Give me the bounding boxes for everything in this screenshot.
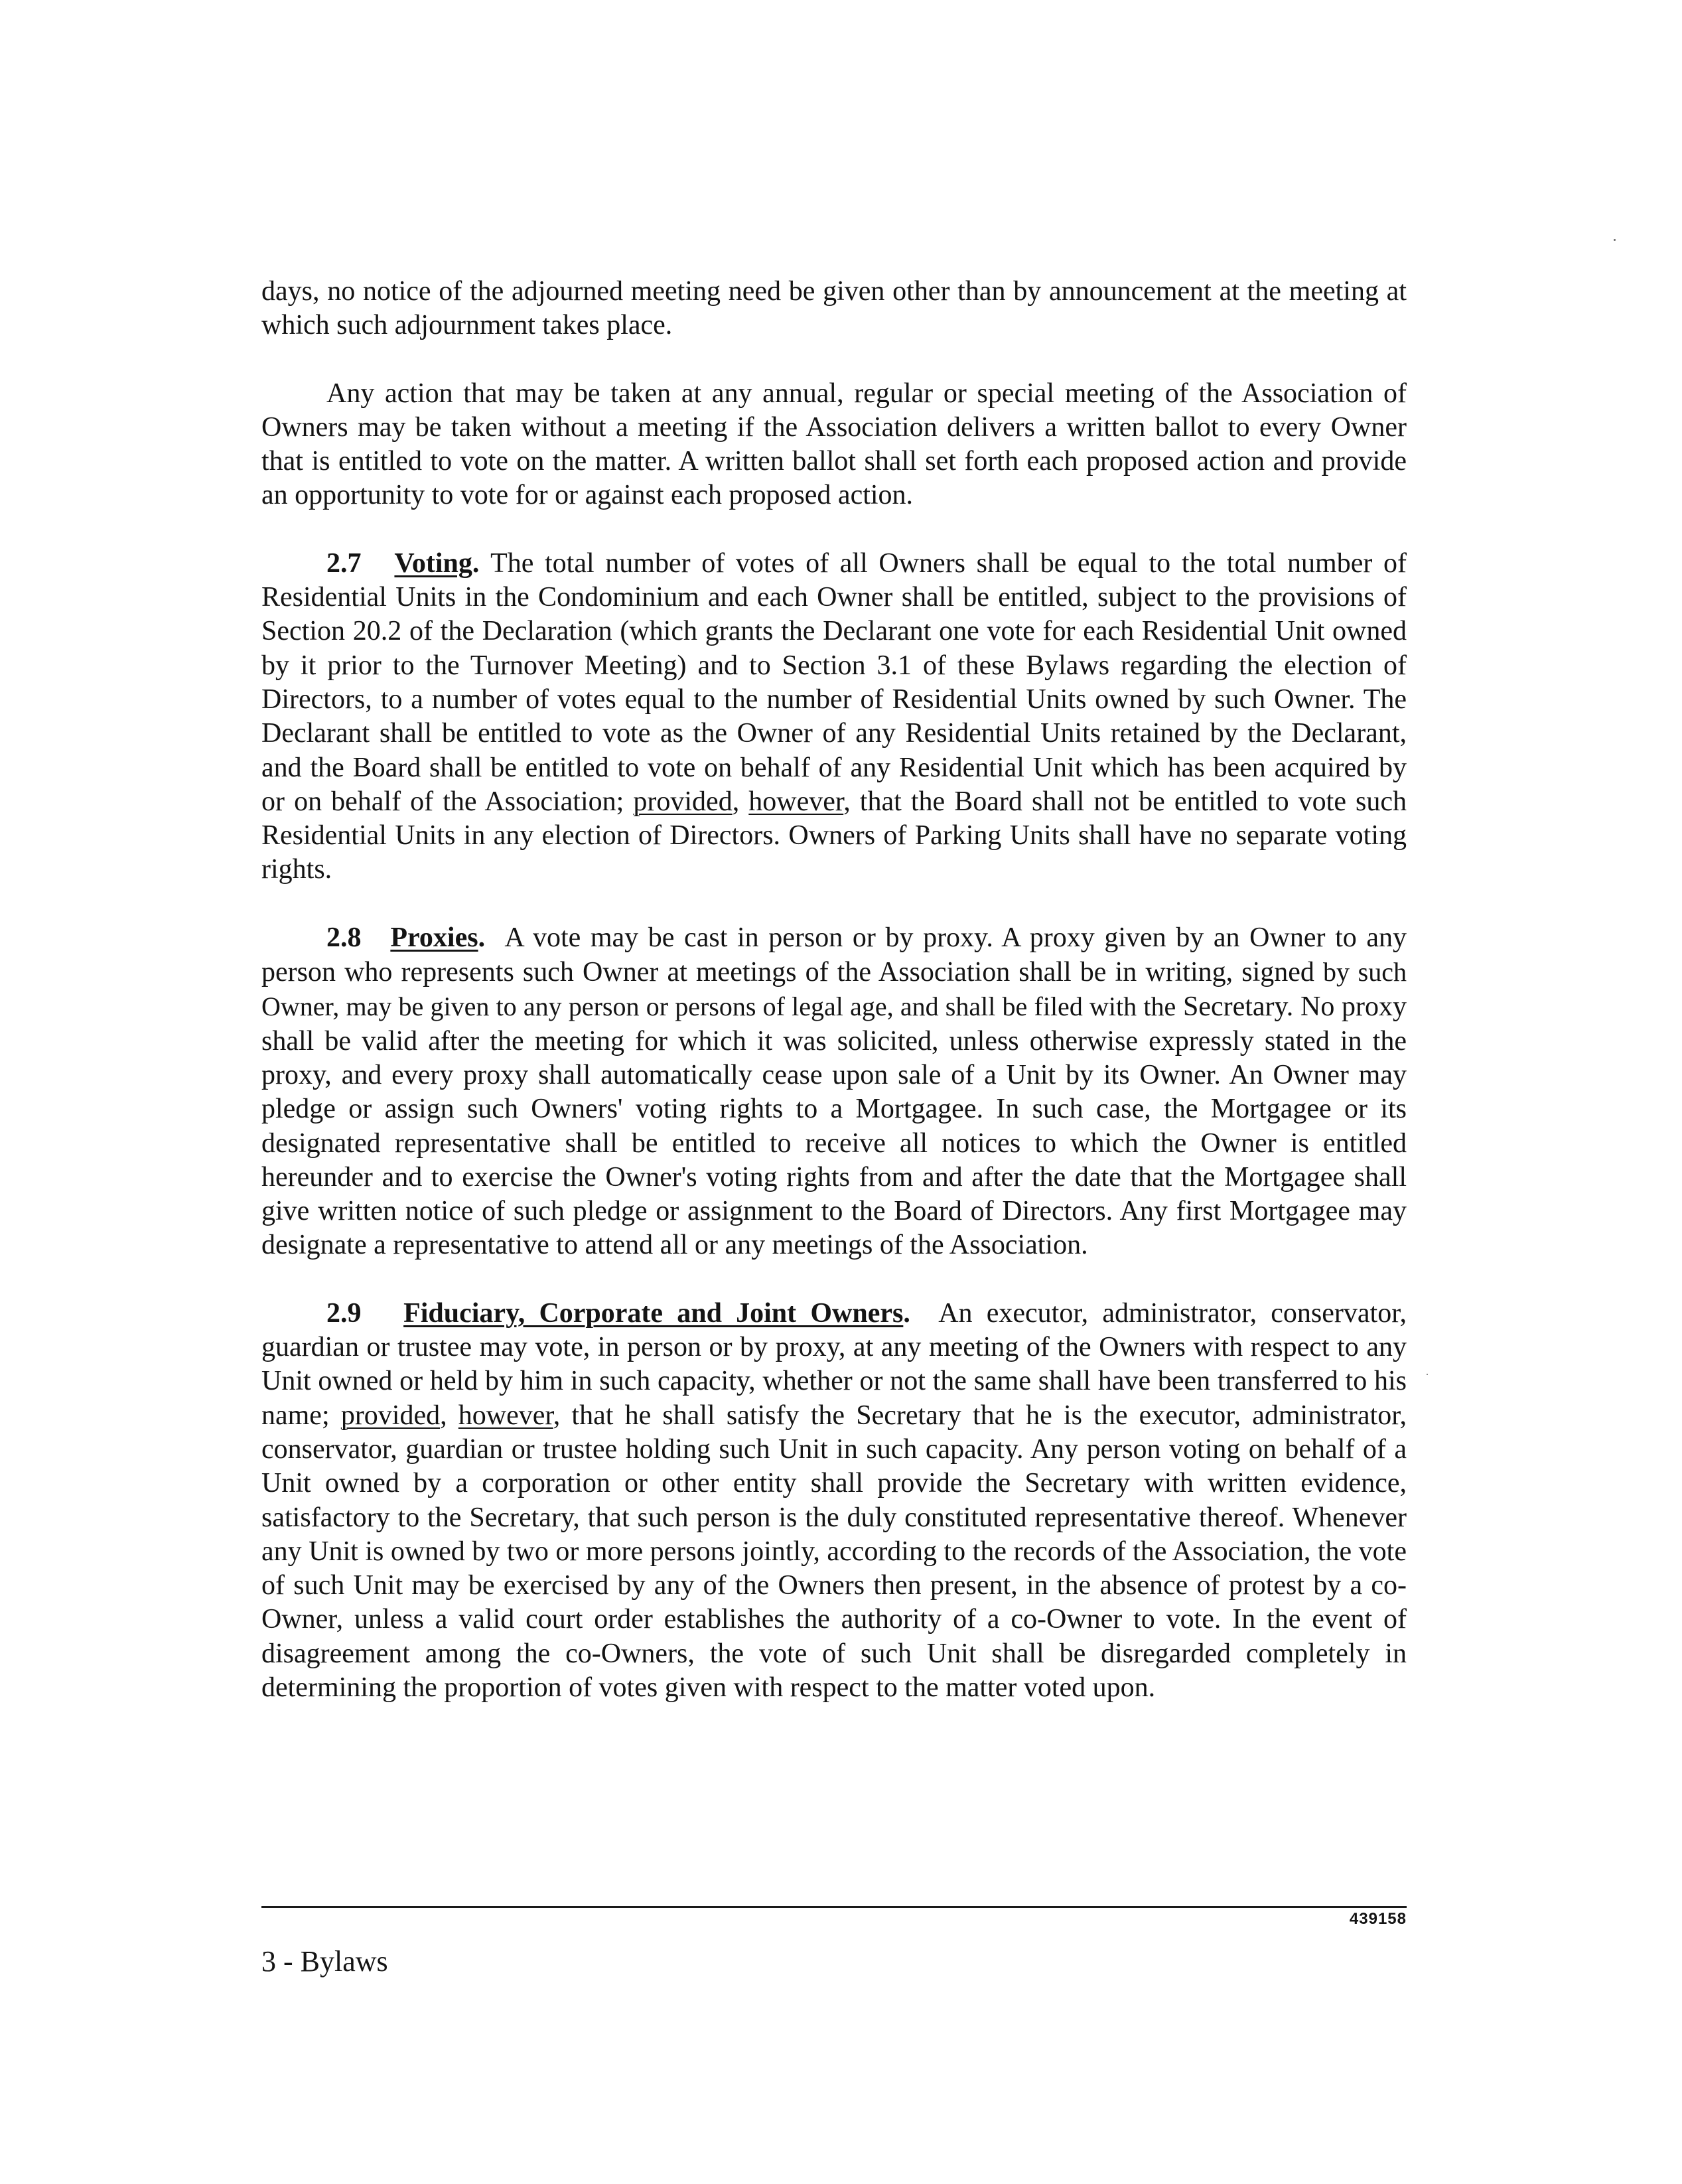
document-body (261, 275, 1407, 1739)
scan-speck (1614, 239, 1616, 241)
section-text: An executor, administrator, conservator, guardian or trustee may vote, in person or by proxy, at any meeting of the Owners with respect to any Unit owned or held by him in such capacity, whether or not the same shall have been transferred to his name; (261, 1297, 1407, 1431)
section-text: A vote may be cast in person or by proxy. A proxy given by an Owner to any person who represents such Owner at meetings of the Association shall be in writing, signed (261, 922, 1407, 988)
section-text: that he shall satisfy the Secretary that he is the executor, administrator, conservator, guardian or trustee holding such Unit in such capacity. Any person voting on behalf of a Unit owned by a corporation or other entity shall provide the Secretary with written evidence, satisfactory to the Secretary, that such person is the duly constituted representative thereof. Whenever any Unit is owned by two or more persons jointly, according to the records of the Association, the vote of such Unit may be exercised by any of the Owners then present, in the absence of protest by a co-Owner, unless a valid court order establishes the authority of a co-Owner to vote. In the event of disagreement among the co-Owners, the vote of such Unit shall be disregarded completely in determining the proportion of votes given with respect to the matter voted upon. (261, 1400, 1407, 1703)
section-2-8-proxies: 2.8 Proxies. A vote may be cast in person or by proxy. A proxy given by an Owner to any person who represents such Owner at meetings of the Association shall be in writing, signed by such Owner, may be given to any person or persons of legal age, and shall be filed with the Secretary. No proxy shall be valid after the meeting for which it was solicited, unless otherwise expressly stated in the proxy, and every proxy shall automatically cease upon sale of a Unit by its Owner. An Owner may pledge or assign such Owners' voting rights to a Mortgagee. In such case, the Mortgagee or its designated representative shall be entitled to receive all notices to which the Owner is entitled hereunder and to exercise the Owner's voting rights from and after the date that the Mortgagee shall give written notice of such pledge or assignment to the Board of Directors. Any first Mortgagee may designate a representative to attend all or any meetings of the Association. (261, 922, 1407, 1261)
scan-speck (1427, 1374, 1428, 1375)
section-number: 2.7 (326, 547, 362, 579)
section-number: 2.9 (326, 1297, 362, 1329)
section-title: Voting (394, 547, 472, 579)
footer-rule (261, 1906, 1407, 1908)
provided-term: provided (340, 1400, 441, 1431)
page-label: 3 - Bylaws (261, 1945, 388, 1978)
provided-term: provided (633, 786, 733, 817)
however-term: however (748, 786, 844, 817)
however-term: however (458, 1400, 553, 1431)
section-text: by such Owner, may be given to any person or persons of legal age, and shall be filed with the (261, 957, 1407, 1022)
section-text: The total number of votes of all Owners shall be equal to the total number of Residential Units in the Condominium and each Owner shall be entitled, subject to the provisions of Section 20.2 of the Declaration (which grants the Declarant one vote for each Residential Unit owned by it prior to the Turnover Meeting) and to Section 3.1 of these Bylaws regarding the election of Directors, to a number of votes equal to the number of Residential Units owned by such Owner. The Declarant shall be entitled to vote as the Owner of any Residential Units retained by the Declarant, and the Board shall be entitled to vote on behalf of any Residential Unit which has been acquired by or on behalf of the Association; (261, 547, 1407, 817)
section-title: Proxies (390, 922, 478, 953)
paragraph-continuation: days, no notice of the adjourned meeting need be given other than by announcement at the meeting at which such adjournment takes place. (261, 276, 1407, 341)
section-text: that the Board shall not be entitled to vote such Residential Units in any election of Directors. Owners of Parking Units shall have no separate voting rights. (261, 786, 1407, 885)
section-number: 2.8 (326, 922, 362, 953)
section-title: Fiduciary, Corporate and Joint Owners (403, 1297, 904, 1329)
section-text: Secretary. No proxy shall be valid after the meeting for which it was solicited, unless otherwise expressly stated in the proxy, and every proxy shall automatically cease upon sale of a Unit by its Owner. An Owner may pledge or assign such Owners' voting rights to a Mortgagee. In such case, the Mortgagee or its designated representative shall be entitled to receive all notices to which the Owner is entitled hereunder and to exercise the Owner's voting rights from and after the date that the Mortgagee shall give written notice of such pledge or assignment to the Board of Directors. Any first Mortgagee may designate a representative to attend all or any meetings of the Association. (261, 991, 1407, 1261)
section-2-9-fiduciary: 2.9 Fiduciary, Corporate and Joint Owners. An executor, administrator, conservator, guardian or trustee may vote, in person or by proxy, at any meeting of the Owners with respect to any Unit owned or held by him in such capacity, whether or not the same shall have been transferred to his name; provided, however, that he shall satisfy the Secretary that he is the executor, administrator, conservator, guardian or trustee holding such Unit in such capacity. Any person voting on behalf of a Unit owned by a corporation or other entity shall provide the Secretary with written evidence, satisfactory to the Secretary, that such person is the duly constituted representative thereof. Whenever any Unit is owned by two or more persons jointly, according to the records of the Association, the vote of such Unit may be exercised by any of the Owners then present, in the absence of protest by a co-Owner, unless a valid court order establishes the authority of a co-Owner to vote. In the event of disagreement among the co-Owners, the vote of such Unit shall be disregarded completely in determining the proportion of votes given with respect to the matter voted upon. (261, 1297, 1407, 1703)
paragraph-action-without-meeting: Any action that may be taken at any annual, regular or special meeting of the Association of Owners may be taken without a meeting if the Association delivers a written ballot to every Owner that is entitled to vote on the matter. A written ballot shall set forth each proposed action and provide an opportunity to vote for or against each proposed action. (261, 378, 1407, 511)
section-2-7-voting: 2.7 Voting. The total number of votes of all Owners shall be equal to the total number of Residential Units in the Condominium and each Owner shall be entitled, subject to the provisions of Section 20.2 of the Declaration (which grants the Declarant one vote for each Residential Unit owned by it prior to the Turnover Meeting) and to Section 3.1 of these Bylaws regarding the election of Directors, to a number of votes equal to the number of Residential Units owned by such Owner. The Declarant shall be entitled to vote as the Owner of any Residential Units retained by the Declarant, and the Board shall be entitled to vote on behalf of any Residential Unit which has been acquired by or on behalf of the Association; provided, however, that the Board shall not be entitled to vote such Residential Units in any election of Directors. Owners of Parking Units shall have no separate voting rights. (261, 547, 1407, 885)
document-number: 439158 (1349, 1910, 1407, 1928)
